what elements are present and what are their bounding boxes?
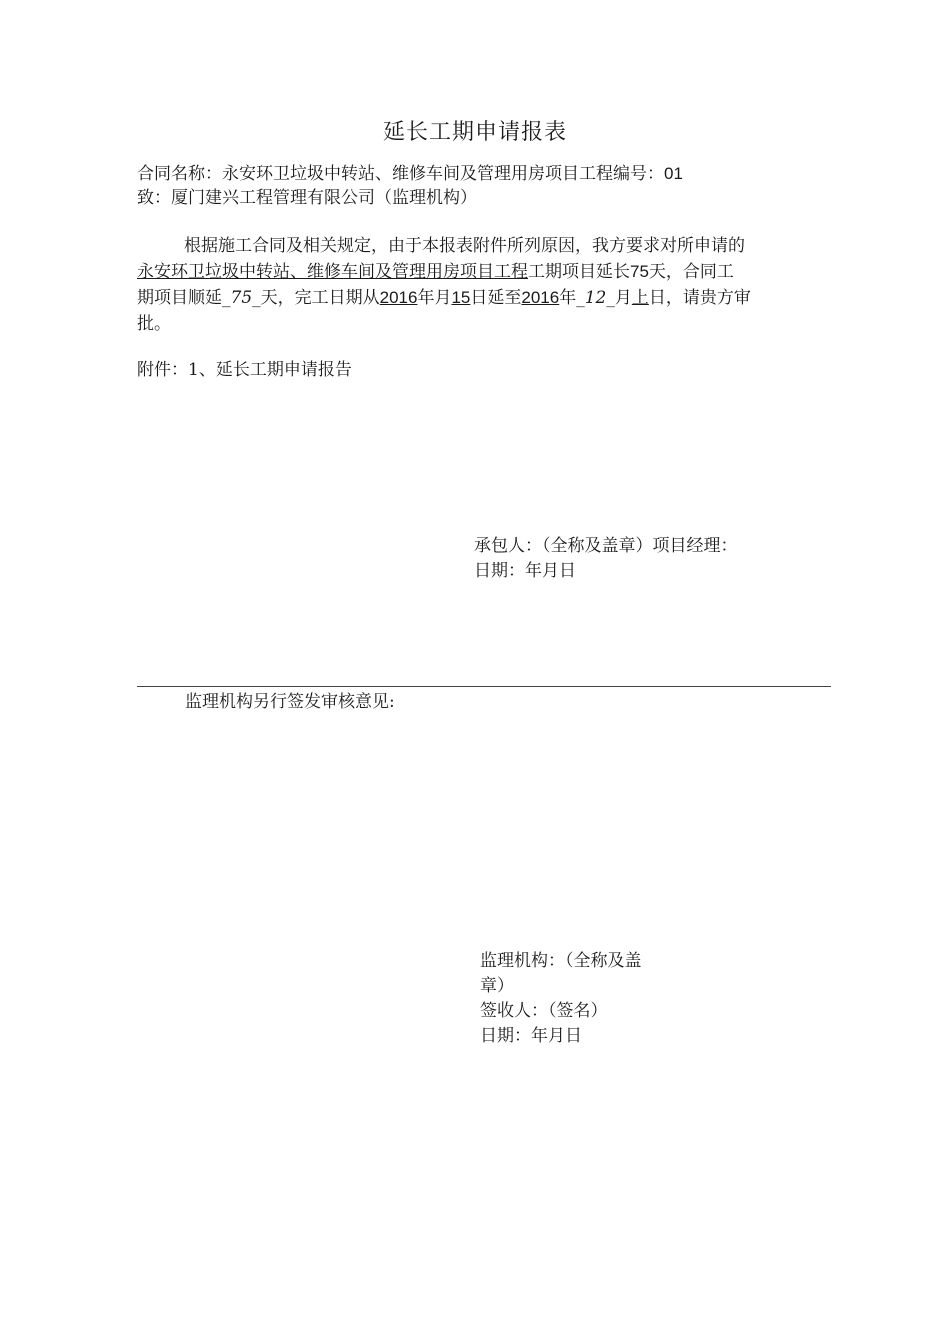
paragraph-line-1: 根据施工合同及相关规定，由于本报表附件所列原因，我方要求对所申请的 [184, 236, 745, 256]
text-segment: 日，请贵方审 [648, 288, 751, 308]
contract-code: 01 [664, 164, 683, 183]
supervisor-org-line-cont: 章） [480, 976, 514, 996]
supervisor-signature-block [480, 949, 680, 1049]
text-segment: 年 [559, 288, 577, 308]
text-segment: 天，合同工 [648, 262, 734, 282]
code-label: 编号： [613, 164, 664, 184]
contract-name: 永安环卫垃圾中转站、维修车间及管理用房项目工程 [222, 164, 613, 184]
paragraph-line-3 [137, 285, 837, 311]
contract-line [137, 161, 683, 187]
text-segment: 工期项目延长 [528, 262, 630, 282]
supervisor-org-line: 监理机构：（全称及盖 [480, 951, 642, 971]
request-paragraph [137, 233, 837, 337]
attachment-line: 附件：1、延长工期申请报告 [137, 360, 352, 380]
postpone-days: _75_ [222, 288, 261, 308]
supervisor-opinion-label: 监理机构另行签发审核意见: [185, 692, 395, 712]
text-segment: 天，完工日期从 [260, 288, 380, 308]
text-segment: 年月 [417, 288, 452, 308]
contract-label: 合同名称： [137, 164, 222, 184]
project-name: 永安环卫垃圾中转站、维修车间及管理用房项目工程 [137, 262, 528, 282]
contractor-signature-line: 承包人：（全称及盖章）项目经理： [474, 536, 738, 556]
to-year: 2016 [521, 288, 560, 307]
from-day: 15 [451, 288, 471, 307]
contractor-date-line: 日期：年月日 [474, 561, 576, 581]
text-segment: 期项目顺延 [137, 288, 222, 308]
extension-days: 75 [630, 262, 649, 281]
text-segment: 月 [614, 288, 632, 308]
from-year: 2016 [379, 288, 418, 307]
to-month: _12_ [576, 288, 615, 308]
paragraph-line-4: 批。 [137, 314, 171, 334]
addressee-line: 致：厦门建兴工程管理有限公司（监理机构） [137, 188, 477, 208]
text-segment: 日延至 [470, 288, 522, 308]
to-day-blank: 上 [631, 288, 649, 308]
paragraph-line-2 [137, 259, 837, 285]
supervisor-signer-line: 签收人：（签名） [480, 1001, 608, 1021]
section-divider [137, 686, 831, 687]
page-title: 延长工期申请报表 [382, 120, 567, 145]
supervisor-date-line: 日期：年月日 [480, 1026, 582, 1046]
